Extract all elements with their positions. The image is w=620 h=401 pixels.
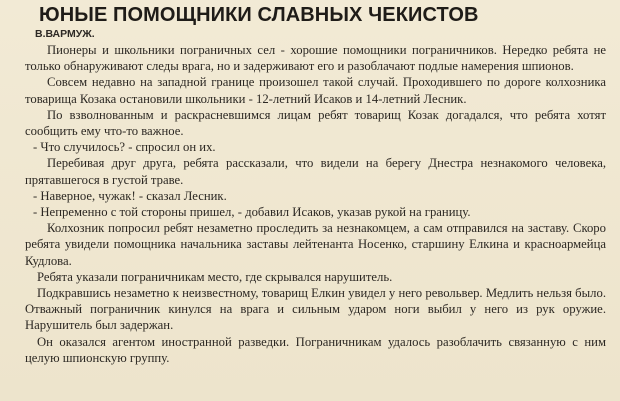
article-paragraph: Перебивая друг друга, ребята рассказали, что видели на берегу Днестра незнакомого человека, прятавшегося в густой траве. (25, 156, 606, 187)
article-body (25, 42, 606, 366)
article-dialogue-line: - Непременно с той стороны пришел, - добавил Исаков, указав рукой на границу. (33, 205, 471, 220)
article-paragraph: Он оказался агентом иностранной разведки. Пограничникам удалось разоблачить связанную с ним целую шпионскую группу. (25, 334, 606, 365)
article-paragraph: Пионеры и школьники пограничных сел - хорошие помощники пограничников. Нередко ребята не только обнаруживают следы врага, но и задерживают его и разоблачают подлые намерения шпионов. (25, 43, 606, 74)
article-paragraph: Подкравшись незаметно к неизвестному, товарищ Елкин увидел у него револьвер. Медлить нельзя было. Отважный пограничник кинулся на врага и сильным ударом ноги выбил у него из рук оружие. Нарушитель был задержан. (25, 286, 606, 333)
article-author: В.ВАРМУЖ. (35, 28, 95, 40)
article-dialogue-line: - Наверное, чужак! - сказал Лесник. (33, 188, 227, 203)
article-paragraph: Совсем недавно на западной границе произошел такой случай. Проходившего по дороге колхозника товарища Козака остановили школьники - 12-летний Исаков и 14-летний Лесник. (25, 75, 606, 106)
article-paragraph: Ребята указали пограничникам место, где скрывался нарушитель. (37, 269, 393, 284)
article-title: ЮНЫЕ ПОМОЩНИКИ СЛАВНЫХ ЧЕКИСТОВ (39, 4, 479, 26)
article-paragraph: По взволнованным и раскрасневшимся лицам ребят товарищ Козак догадался, что ребята хотят сообщить ему что-то важное. (25, 107, 606, 139)
article-paragraph: Колхозник попросил ребят незаметно проследить за незнакомцем, а сам отправился на заставу. Скоро ребята увидели помощника начальника заставы лейтенанта Носенко, старшину Елкина и красноармейца Кудлова. (25, 221, 606, 268)
article-dialogue-line: - Что случилось? - спросил он их. (33, 140, 216, 155)
